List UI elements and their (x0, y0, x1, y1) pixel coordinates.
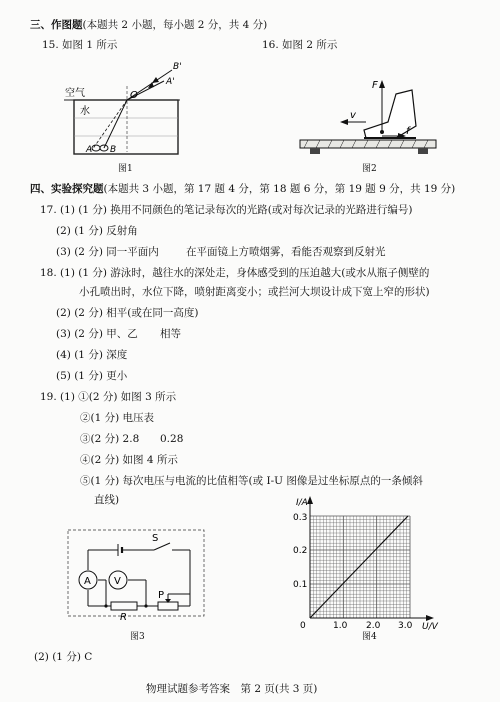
q18-line2: (2) (2 分) 相平(或在同一高度) (56, 307, 199, 319)
figure-1-refraction (60, 60, 210, 175)
fig3-label-S: S (152, 533, 159, 544)
fig1-label-B-prime: B' (173, 62, 182, 72)
fig4-xlabel: U/V (422, 622, 438, 632)
fig4-ytick-1: 0.1 (293, 580, 308, 590)
q19-line3b: 0.28 (160, 433, 184, 445)
q19-line2: ②(1 分) 电压表 (80, 412, 155, 424)
fig4-xtick-2: 2.0 (366, 621, 381, 631)
q19-line3a: ③(2 分) 2.8 (80, 433, 140, 445)
page-footer: 物理试题参考答案 第 2 页(共 3 页) (146, 683, 318, 695)
fig2-label-v: v (350, 110, 356, 121)
q18-line1: 18. (1) (1 分) 游泳时，越往水的深处走，身体感受到的压迫越大(或水从瓶子侧壁的 (40, 267, 430, 279)
section3-heading (30, 18, 267, 32)
fig1-label-water: 水 (80, 106, 90, 117)
section3-note: (本题共 2 小题，每小题 2 分，共 4 分) (82, 19, 268, 31)
q19-line5: ⑤(1 分) 每次电压与电流的比值相等(或 I-U 图像是过坐标原点的一条倾斜 (80, 475, 423, 487)
fig4-origin: 0 (300, 621, 306, 631)
fig3-ammeter-A: A (84, 576, 91, 587)
section4-note: (本题共 3 小题，第 17 题 4 分，第 18 题 6 分，第 19 题 9 分，共 19 分) (103, 183, 456, 195)
q18-line4: (4) (1 分) 深度 (56, 349, 128, 361)
section4-heading (30, 182, 455, 196)
fig4-ylabel: I/A (296, 498, 308, 508)
fig2-caption: 图2 (362, 164, 377, 174)
fig1-label-A-prime: A' (166, 77, 175, 87)
section3-title: 三、作图题 (30, 19, 83, 31)
figure-2-shoe (300, 80, 440, 165)
q18-line1b: 小孔喷出时，水位下降，喷射距离变小；或拦河大坝设计成下宽上窄的形状) (79, 286, 430, 298)
q19-line1: 19. (1) ①(2 分) 如图 3 所示 (40, 391, 177, 403)
fig1-caption: 图1 (118, 164, 133, 174)
fig1-label-air: 空气 (65, 88, 85, 99)
q17-line3a: (3) (2 分) 同一平面内 (56, 246, 159, 258)
figure-3-circuit (66, 528, 206, 623)
q17-line2: (2) (1 分) 反射角 (56, 225, 138, 237)
fig3-label-R: R (120, 612, 127, 623)
q17-line3b: 在平面镜上方喷烟雾，看能否观察到反射光 (186, 246, 386, 258)
q18-line5: (5) (1 分) 更小 (56, 370, 128, 382)
q19-part2: (2) (1 分) C (34, 651, 93, 663)
fig4-ytick-2: 0.2 (293, 546, 308, 556)
q17-line1: 17. (1) (1 分) 换用不同颜色的笔记录每次的光路(或对每次记录的光路进行编号) (40, 204, 413, 216)
section4-title: 四、实验探究题 (30, 183, 104, 195)
fig4-xtick-1: 1.0 (333, 621, 348, 631)
figure-4-iu-graph (290, 496, 440, 631)
q16-text: 16. 如图 2 所示 (262, 39, 338, 51)
fig3-voltmeter-V: V (114, 576, 121, 587)
q18-line3a: (3) (2 分) 甲、乙 (56, 328, 138, 340)
q15-text: 15. 如图 1 所示 (42, 39, 118, 51)
fig3-caption: 图3 (130, 632, 145, 642)
q19-line4: ④(2 分) 如图 4 所示 (80, 454, 178, 466)
q19-line5b: 直线) (94, 494, 120, 506)
fig1-label-A: A (86, 145, 93, 155)
fig1-label-B: B (110, 145, 117, 155)
fig4-caption: 图4 (362, 632, 377, 642)
fig3-label-P: P (158, 590, 165, 601)
fig1-label-O: O (130, 90, 138, 101)
fig4-ytick-3: 0.3 (293, 513, 308, 523)
q18-line3b: 相等 (160, 328, 181, 340)
fig2-label-F: F (372, 80, 378, 91)
fig2-label-f: f (406, 126, 410, 137)
fig4-xtick-3: 3.0 (398, 621, 413, 631)
